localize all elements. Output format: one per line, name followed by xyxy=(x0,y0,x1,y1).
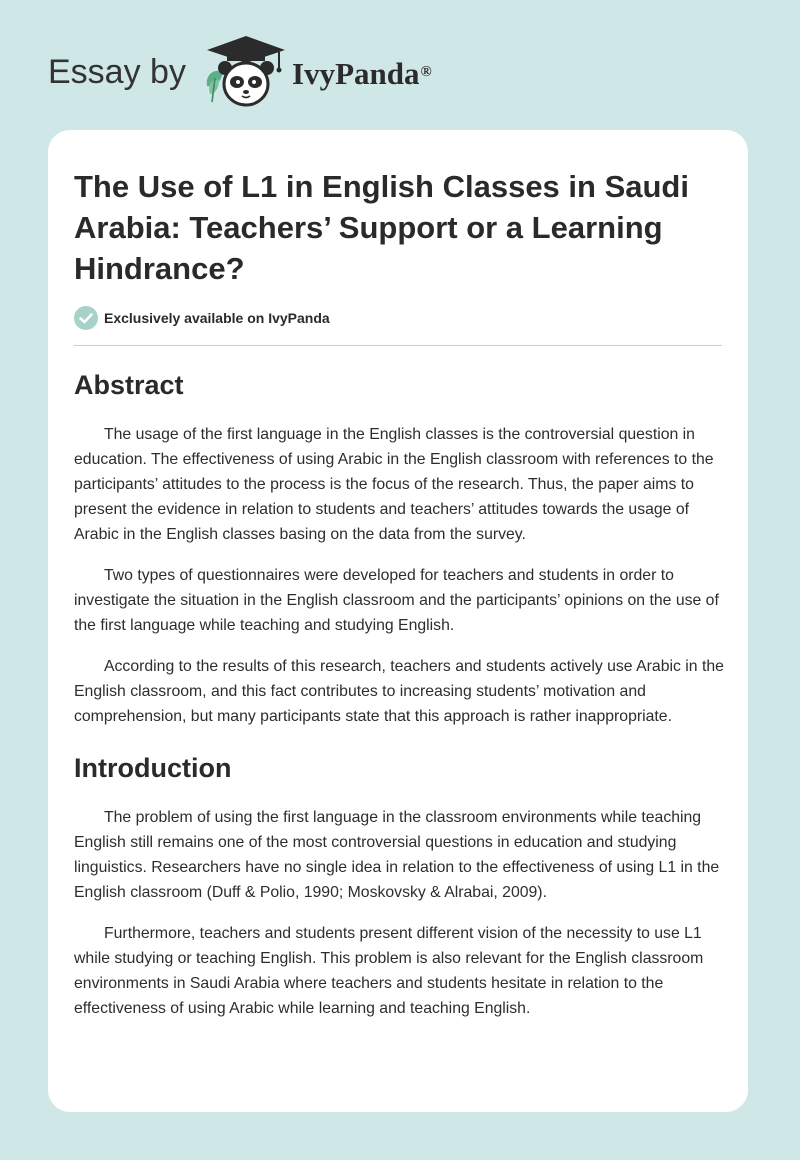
section-heading-abstract: Abstract xyxy=(74,370,184,400)
brand-name: IvyPanda® xyxy=(292,56,432,91)
section-heading-introduction: Introduction xyxy=(74,753,232,783)
exclusive-badge xyxy=(74,306,330,330)
essay-card xyxy=(48,130,748,1112)
paragraph: The usage of the first language in the English classes is the controversial question in education. The effectiveness of using Arabic in the English classroom with references to the participants’ attitudes to the process is the focus of the research. Thus, the paper aims to present the evidence in relation to students and teachers’ attitudes towards the usage of Arabic in the English classes basing on the data from the survey. xyxy=(74,426,714,543)
brand-prefix: Essay by xyxy=(48,53,186,91)
check-badge-icon xyxy=(74,306,98,330)
paragraph: Two types of questionnaires were developed for teachers and students in order to investigate the situation in the English classroom and the participants’ opinions on the use of the first language while teaching and studying English. xyxy=(74,567,719,634)
essay-title: The Use of L1 in English Classes in Saudi Arabia: Teachers’ Support or a Learning Hindrance? xyxy=(74,169,689,286)
paragraph: According to the results of this research, teachers and students actively use Arabic in the English classroom, and this fact contributes to increasing students’ motivation and comprehension, but many participants state that this approach is rather inappropriate. xyxy=(74,658,724,725)
panda-graduate-icon xyxy=(203,34,289,110)
paragraph: Furthermore, teachers and students present different vision of the necessity to use L1 while studying or teaching English. This problem is also relevant for the English classroom environments in Saudi Arabia where teachers and students hesitate in relation to the effectiveness of using Arabic while learning and teaching English. xyxy=(74,925,704,1017)
brand-header xyxy=(48,30,508,110)
divider xyxy=(74,345,722,346)
essay-body xyxy=(74,368,724,1021)
paragraph: The problem of using the first language in the classroom environments while teaching English still remains one of the most controversial questions in education and studying linguistics. Researchers have no single idea in relation to the effectiveness of using L1 in the English classroom (Duff & Polio, 1990; Moskovsky & Alrabai, 2009). xyxy=(74,809,720,901)
exclusive-label: Exclusively available on IvyPanda xyxy=(104,310,330,326)
